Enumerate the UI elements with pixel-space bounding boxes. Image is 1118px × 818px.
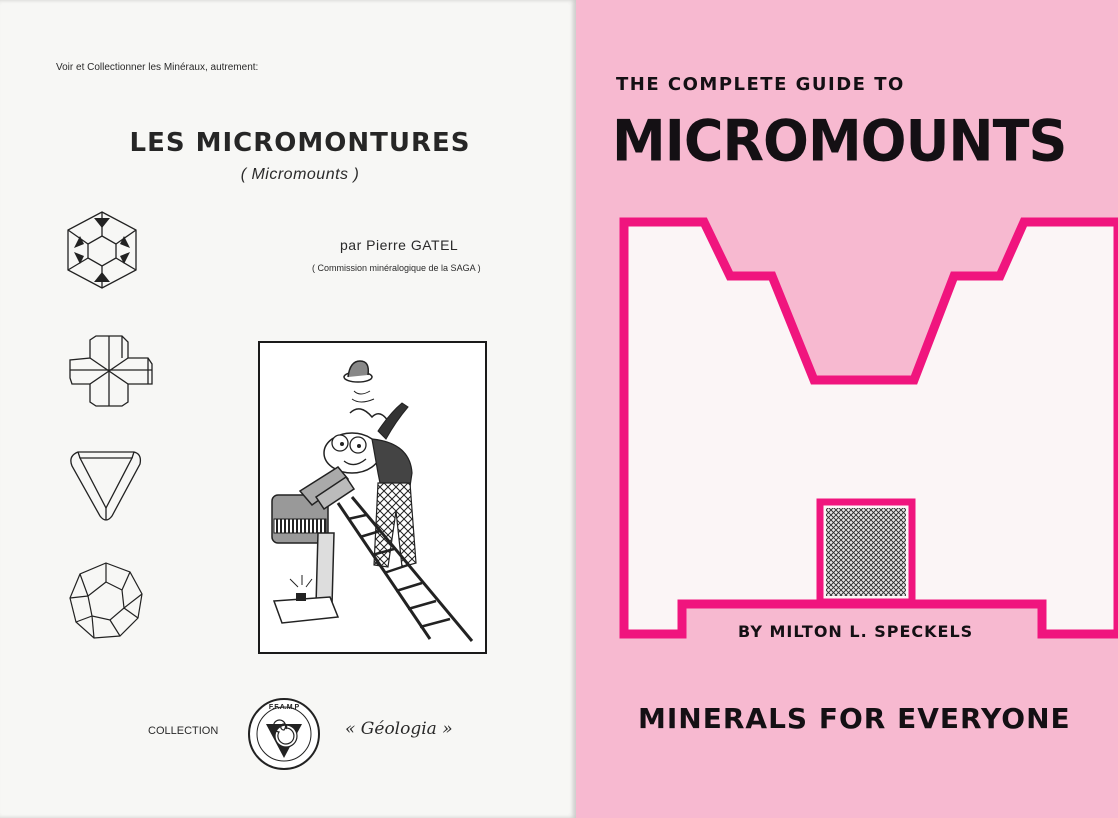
cover-title: MICROMOUNTS (612, 108, 1067, 175)
publisher-logo (246, 696, 322, 772)
cover-series: MINERALS FOR EVERYONE (638, 702, 1071, 735)
cover-author: par Pierre GATEL (340, 237, 459, 253)
hexagonal-crystal-icon (64, 208, 140, 292)
cover-illustration (258, 341, 487, 654)
cover-kicker: Voir et Collectionner les Minéraux, autrement: (56, 62, 259, 73)
collection-name: « Géologia » (345, 719, 453, 739)
cover-kicker: THE COMPLETE GUIDE TO (616, 74, 905, 95)
cover-affiliation: ( Commission minéralogique de la SAGA ) (312, 263, 481, 273)
micromount-box-outline-icon (576, 0, 1118, 818)
cover-subtitle: ( Micromounts ) (240, 166, 360, 183)
polyhedral-crystal-icon (66, 560, 146, 642)
cover-author: BY MILTON L. SPECKELS (738, 622, 974, 641)
collection-label: COLLECTION (148, 725, 219, 737)
cartoon-man-microscope-ladder-icon (260, 343, 485, 652)
rounded-triangle-crystal-icon (66, 444, 146, 524)
logo-text: F.F.A.M.P (268, 704, 300, 711)
right-book-cover (576, 0, 1118, 818)
cover-title: LES MICROMONTURES (129, 128, 471, 158)
cross-twin-crystal-icon (68, 332, 154, 408)
